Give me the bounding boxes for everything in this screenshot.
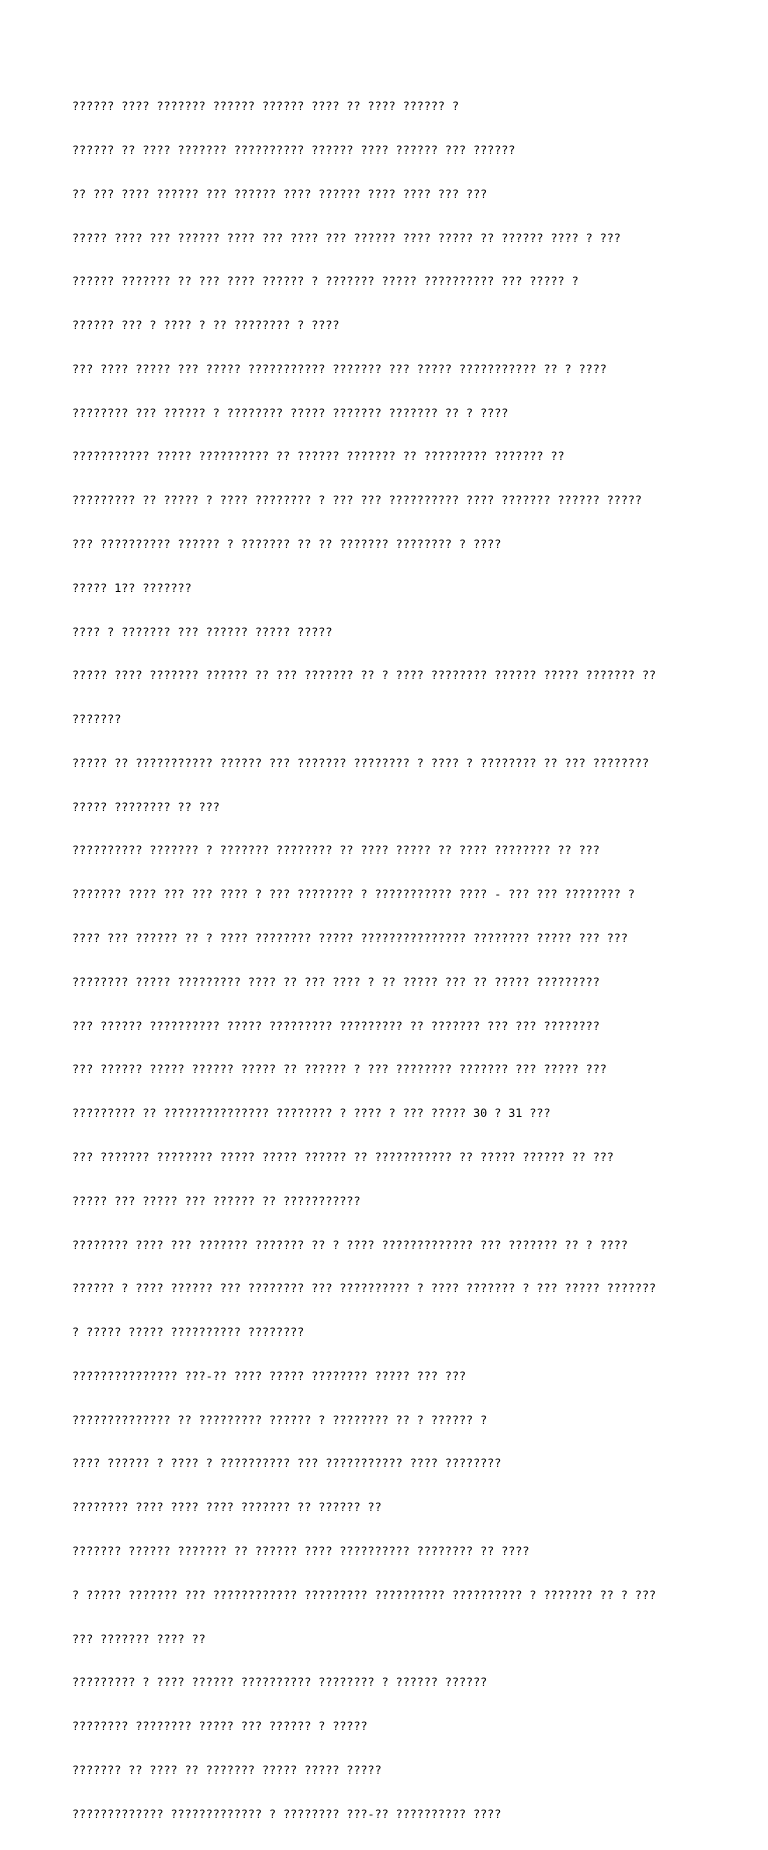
text-line: ????????????? ????????????? ? ???????? ???-?? ?????????? ???? (72, 1806, 502, 1821)
text-line: ???? ??? ?????? ?? ? ???? ???????? ????? ??????????????? ???????? ????? ??? ??? (72, 931, 628, 946)
text-line: ??? ?????????? ?????? ? ??????? ?? ?? ??????? ???????? ? ???? (72, 537, 502, 551)
text-line: ?????? ???? ??????? ?????? ?????? ???? ?? ???? ?????? ? (72, 99, 460, 114)
text-line: ??????? ?????? ??????? ?? ?????? ???? ?????????? ???????? ?? ???? (72, 1543, 530, 1558)
text-line: ?????????????? ?? ????????? ?????? ? ???????? ?? ? ?????? ? (72, 1412, 488, 1427)
text-line: ?? ??? ???? ?????? ??? ?????? ???? ?????? ???? ???? ??? ??? (72, 186, 488, 201)
text-line: ????????? ?? ??????????????? ???????? ? ???? ? ??? ????? 30 ? 31 ??? (72, 1106, 551, 1121)
text-line: ??? ?????? ?????????? ????? ????????? ????????? ?? ??????? ??? ??? ???????? (72, 1018, 600, 1033)
text-line: ? ????? ????? ?????????? ???????? (72, 1325, 305, 1340)
text-line: ????? ???? ??? ?????? ???? ??? ???? ??? ?????? ???? ????? ?? ?????? ???? ? ??? (72, 230, 621, 245)
text-line: ?????? ? ???? ?????? ??? ???????? ??? ?????????? ? ???? ??????? ? ??? ????? ??????? (72, 1281, 657, 1296)
text-line: ????? ???? ??????? ?????? ?? ??? ??????? ?? ? ???? ???????? ?????? ????? ??????? ?? (72, 668, 657, 683)
text-line: ? ????? ??????? ??? ???????????? ????????? ?????????? ?????????? ? ??????? ?? ? ??? (72, 1587, 657, 1602)
text-line: ???? ? ??????? ??? ?????? ????? ????? (72, 624, 333, 639)
text-line: ???????? ??? ?????? ? ???????? ????? ??????? ??????? ?? ? ???? (72, 405, 509, 420)
text-line: ???? ?????? ? ???? ? ?????????? ??? ??????????? ???? ???????? (72, 1456, 502, 1471)
text-line: ?????? ??? ? ???? ? ?? ???????? ? ???? (72, 318, 340, 333)
text-line: ????????? ?? ????? ? ???? ???????? ? ??? ??? ?????????? ???? ??????? ?????? ????? (72, 493, 642, 508)
text-line: ????? ???????? ?? ??? (72, 799, 220, 814)
text-line: ??? ??????? ???? ?? (72, 1631, 206, 1646)
text-line: ?????? ??????? ?? ??? ???? ?????? ? ??????? ????? ?????????? ??? ????? ? (72, 274, 579, 289)
text-line: ??????? ?? ???? ?? ??????? ????? ????? ????? (72, 1762, 382, 1777)
text-line: ???????? ???? ??? ??????? ??????? ?? ? ???? ????????????? ??? ??????? ?? ? ???? (72, 1237, 628, 1252)
text-line: ???????? ???? ???? ???? ??????? ?? ?????? ?? (72, 1500, 382, 1515)
text-line: ????? ??? ????? ??? ?????? ?? ??????????? (72, 1193, 361, 1208)
text-line: ??????? (72, 712, 122, 727)
text-line: ??????? ???? ??? ??? ???? ? ??? ???????? ? ??????????? ???? - ??? ??? ???????? ? (72, 887, 635, 902)
text-line: ??? ???? ????? ??? ????? ??????????? ??????? ??? ????? ??????????? ?? ? ???? (72, 361, 607, 376)
text-line: ???????? ????? ????????? ???? ?? ??? ???? ? ?? ????? ??? ?? ????? ????????? (72, 974, 600, 989)
text-line: ?????????? ??????? ? ??????? ???????? ?? ???? ????? ?? ???? ???????? ?? ??? (72, 843, 600, 858)
text-line: ?????? ?? ???? ??????? ?????????? ?????? ???? ?????? ??? ?????? (72, 142, 516, 157)
text-line: ????? 1?? ??????? (72, 580, 192, 595)
text-line: ??????????????? ???-?? ???? ????? ???????? ????? ??? ??? (72, 1368, 467, 1383)
text-line: ????? ?? ??????????? ?????? ??? ??????? ???????? ? ???? ? ???????? ?? ??? ???????? (72, 755, 649, 770)
text-line: ???????? ???????? ????? ??? ?????? ? ????? (72, 1719, 368, 1734)
text-line: ??? ?????? ????? ?????? ????? ?? ?????? ? ??? ???????? ??????? ??? ????? ??? (72, 1062, 607, 1077)
text-line: ??????????? ????? ?????????? ?? ?????? ??????? ?? ????????? ??????? ?? (72, 449, 565, 464)
text-line: ????????? ? ???? ?????? ?????????? ???????? ? ?????? ?????? (72, 1675, 488, 1690)
text-line: ??? ??????? ???????? ????? ????? ?????? ?? ??????????? ?? ????? ?????? ?? ??? (72, 1149, 614, 1164)
document-body (72, 70, 712, 1850)
